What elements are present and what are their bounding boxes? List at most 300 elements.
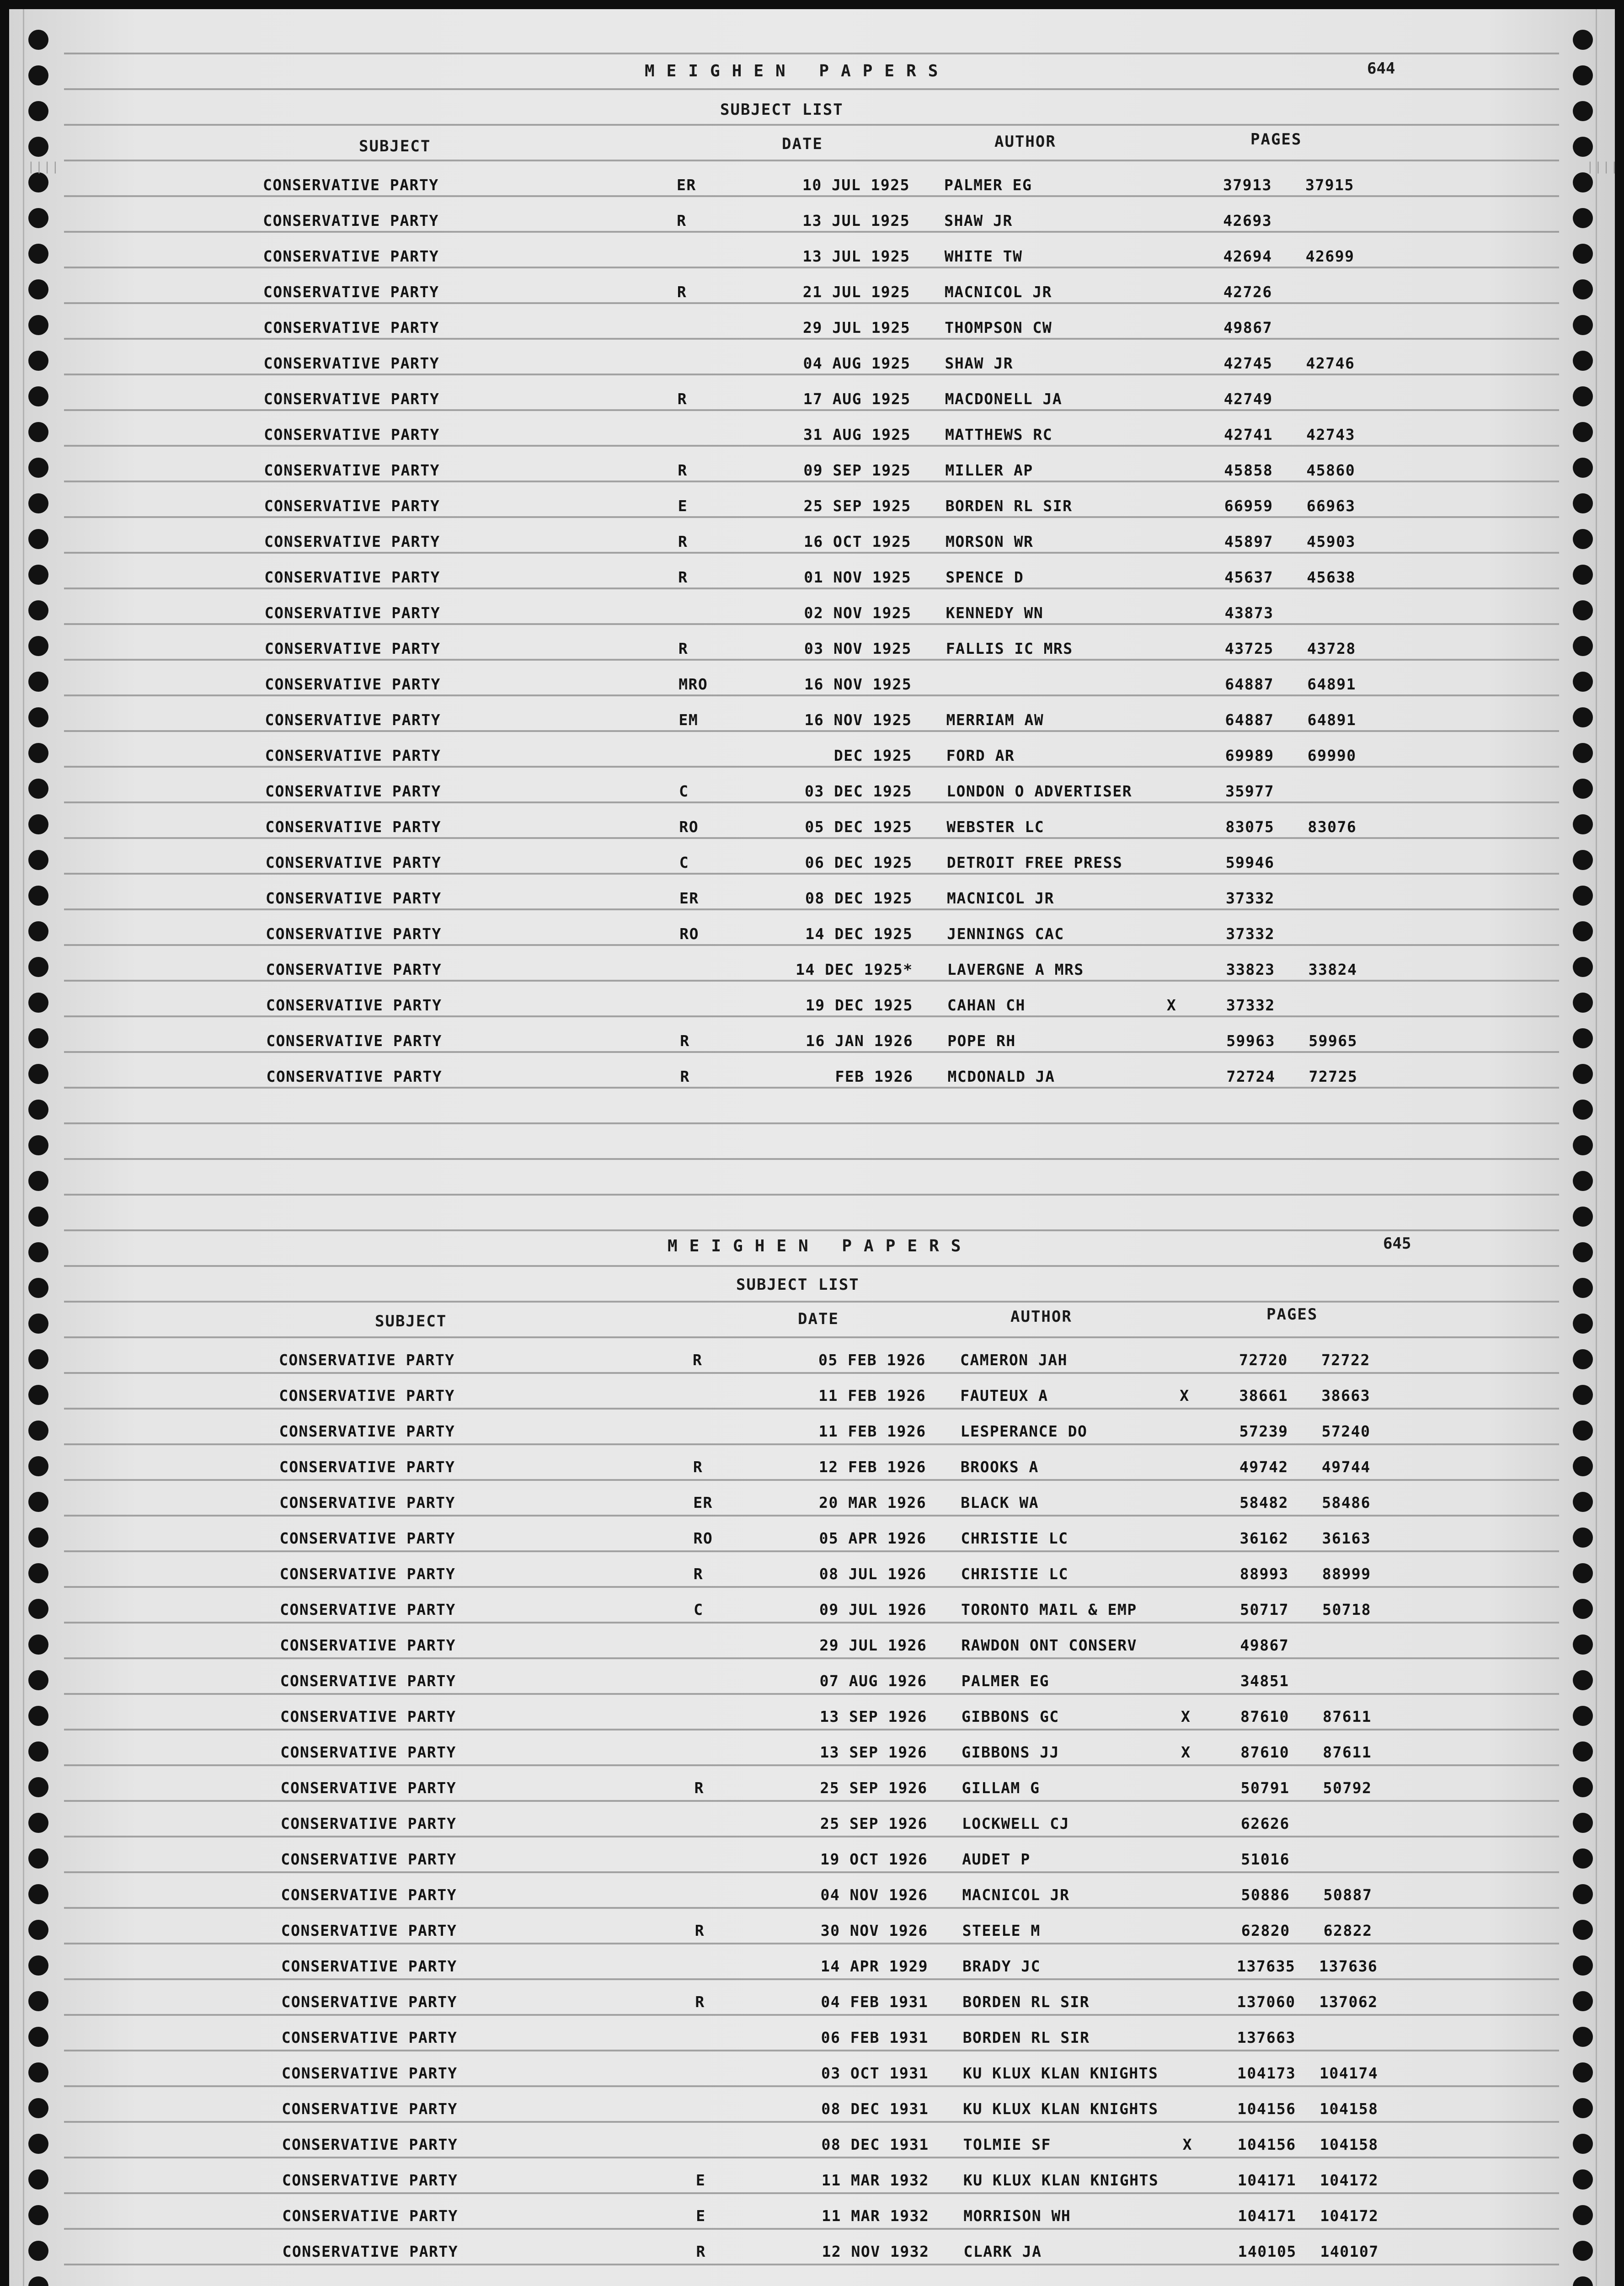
tractor-hole: [28, 65, 48, 85]
code-cell: R: [693, 1351, 703, 1369]
date-cell: 03 OCT 1931: [821, 2064, 929, 2082]
page-start-cell: 87610: [1240, 1743, 1290, 1761]
code-cell: R: [693, 1458, 703, 1476]
author-cell: WEBSTER LC: [946, 818, 1045, 836]
page-start-cell: 49867: [1223, 319, 1273, 336]
author-cell: AUDET P: [962, 1850, 1031, 1868]
author-cell: BLACK WA: [961, 1494, 1039, 1512]
date-cell: 31 AUG 1925: [803, 426, 911, 443]
table-row: [11, 497, 1616, 524]
author-cell: BRADY JC: [962, 1957, 1041, 1975]
date-cell: 29 JUL 1926: [819, 1636, 927, 1654]
page-start-cell: 83075: [1225, 818, 1275, 836]
code-cell: R: [694, 1779, 704, 1797]
subject-header: SUBJECT: [359, 137, 431, 155]
subject-cell: CONSERVATIVE PARTY: [266, 996, 442, 1014]
page-start-cell: 62820: [1241, 1922, 1290, 1939]
page-start-cell: 104173: [1237, 2064, 1296, 2082]
page-end-cell: 62822: [1323, 1922, 1373, 1939]
subject-cell: CONSERVATIVE PARTY: [265, 782, 441, 800]
subject-cell: CONSERVATIVE PARTY: [263, 212, 439, 230]
table-row: [10, 247, 1615, 275]
page-start-cell: 45858: [1224, 461, 1273, 479]
author-header: AUTHOR: [1010, 1308, 1072, 1326]
page-end-cell: 38663: [1321, 1387, 1371, 1405]
author-cell: TOLMIE SF: [963, 2136, 1051, 2153]
author-cell: MATTHEWS RC: [945, 426, 1053, 443]
page-start-cell: 51016: [1241, 1850, 1290, 1868]
date-cell: 25 SEP 1925: [803, 497, 911, 515]
page-start-cell: 42741: [1224, 426, 1273, 443]
author-cell: KENNEDY WN: [946, 604, 1044, 622]
page-end-cell: 49744: [1321, 1458, 1371, 1476]
tractor-hole: [28, 1314, 48, 1334]
date-cell: 11 MAR 1932: [822, 2207, 930, 2225]
code-cell: E: [696, 2207, 706, 2225]
page-end-cell: 104172: [1320, 2171, 1379, 2189]
author-cell: PALMER EG: [961, 1672, 1049, 1690]
page-start-cell: 69989: [1225, 747, 1274, 764]
table-row: [12, 996, 1618, 1024]
date-cell: 13 JUL 1925: [802, 247, 910, 265]
table-row: [12, 854, 1618, 881]
date-cell: 13 JUL 1925: [802, 212, 910, 230]
date-cell: 16 NOV 1925: [804, 711, 912, 729]
table-row: [11, 1779, 1617, 1806]
code-cell: R: [695, 1993, 705, 2011]
table-row: [10, 461, 1616, 489]
page-start-cell: 43725: [1224, 640, 1274, 657]
code-cell: R: [693, 1565, 704, 1583]
code-cell: E: [695, 2171, 706, 2189]
page-start-cell: 38661: [1239, 1387, 1288, 1405]
table-row: [10, 1529, 1616, 1557]
subject-cell: CONSERVATIVE PARTY: [279, 1458, 455, 1476]
page-start-cell: 137635: [1237, 1957, 1296, 1975]
subject-cell: CONSERVATIVE PARTY: [263, 390, 440, 408]
author-cell: LESPERANCE DO: [960, 1422, 1088, 1440]
table-row: [10, 1636, 1616, 1664]
page-end-cell: 59965: [1309, 1032, 1358, 1050]
page-start-cell: 72724: [1226, 1068, 1276, 1085]
author-cell: LONDON O ADVERTISER: [946, 782, 1133, 800]
tractor-hole: [28, 101, 48, 121]
page-start-cell: 33823: [1226, 961, 1275, 978]
date-cell: 04 NOV 1926: [820, 1886, 928, 1904]
author-cell: LOCKWELL CJ: [962, 1815, 1069, 1832]
subject-cell: CONSERVATIVE PARTY: [264, 426, 440, 443]
date-header: DATE: [782, 135, 823, 153]
author-cell: LAVERGNE A MRS: [947, 961, 1084, 978]
page-end-cell: 104158: [1320, 2136, 1378, 2153]
author-cell: THOMPSON CW: [945, 319, 1052, 336]
page-start-cell: 104171: [1238, 2207, 1297, 2225]
author-cell: SHAW JR: [945, 354, 1014, 372]
date-cell: 20 MAR 1926: [819, 1494, 927, 1512]
author-cell: BROOKS A: [960, 1458, 1039, 1476]
subject-cell: CONSERVATIVE PARTY: [279, 1387, 455, 1405]
author-cell: BORDEN RL SIR: [945, 497, 1073, 515]
author-cell: CHRISTIE LC: [961, 1529, 1068, 1547]
date-cell: 08 DEC 1925: [805, 889, 913, 907]
date-cell: DEC 1925: [833, 747, 912, 764]
subject-cell: CONSERVATIVE PARTY: [281, 1850, 457, 1868]
tractor-hole: [1573, 1242, 1593, 1262]
author-cell: POPE RH: [947, 1032, 1016, 1050]
page-end-cell: 42743: [1306, 426, 1355, 443]
page-start-cell: 64887: [1225, 675, 1274, 693]
page-end-cell: 50718: [1322, 1601, 1371, 1618]
page-start-cell: 36162: [1239, 1529, 1289, 1547]
page-start-cell: 137663: [1237, 2029, 1296, 2046]
page-title: MEIGHEN PAPERS: [668, 1237, 973, 1255]
subject-cell: CONSERVATIVE PARTY: [280, 1815, 457, 1832]
page-start-cell: 37332: [1226, 925, 1275, 943]
page-number: 644: [1367, 59, 1395, 78]
tractor-hole: [28, 137, 48, 157]
tractor-hole: [1573, 65, 1593, 85]
table-row: [12, 2064, 1618, 2092]
date-cell: 08 DEC 1931: [821, 2100, 929, 2118]
date-cell: 21 JUL 1925: [802, 283, 910, 301]
date-cell: 05 FEB 1926: [818, 1351, 926, 1369]
tractor-hole: [1573, 137, 1593, 157]
subject-cell: CONSERVATIVE PARTY: [264, 497, 440, 515]
page-start-cell: 42694: [1223, 247, 1272, 265]
subject-cell: CONSERVATIVE PARTY: [263, 283, 439, 301]
table-row: [10, 1601, 1616, 1628]
page-start-cell: 37332: [1226, 996, 1275, 1014]
subject-cell: CONSERVATIVE PARTY: [265, 818, 442, 836]
author-cell: MACNICOL JR: [947, 889, 1055, 907]
table-row: [11, 1850, 1617, 1878]
date-cell: 14 DEC 1925*: [796, 961, 913, 978]
table-row: [11, 818, 1617, 845]
x-mark-cell: X: [1180, 1387, 1190, 1405]
subject-cell: CONSERVATIVE PARTY: [282, 2064, 458, 2082]
date-cell: 06 FEB 1931: [821, 2029, 929, 2046]
author-cell: GILLAM G: [962, 1779, 1040, 1797]
subject-cell: CONSERVATIVE PARTY: [264, 533, 440, 550]
subject-cell: CONSERVATIVE PARTY: [281, 1957, 457, 1975]
author-header: AUTHOR: [994, 133, 1056, 151]
code-cell: ER: [679, 889, 699, 907]
table-row: [11, 1993, 1617, 2020]
page-title: MEIGHEN PAPERS: [645, 62, 950, 80]
table-row: [11, 747, 1617, 774]
table-row: [11, 568, 1616, 596]
page-end-cell: 87611: [1323, 1708, 1372, 1725]
subject-cell: CONSERVATIVE PARTY: [266, 889, 442, 907]
table-row: [10, 354, 1616, 382]
table-row: [11, 782, 1617, 810]
page-start-cell: 87610: [1240, 1708, 1289, 1725]
table-row: [11, 533, 1616, 560]
date-cell: 13 SEP 1926: [819, 1708, 927, 1725]
code-cell: R: [696, 2243, 706, 2260]
table-row: [12, 961, 1618, 988]
page-end-cell: 88999: [1322, 1565, 1371, 1583]
page-start-cell: 37913: [1223, 176, 1272, 194]
date-cell: FEB 1926: [835, 1068, 914, 1085]
code-cell: C: [694, 1601, 704, 1618]
subject-cell: CONSERVATIVE PARTY: [282, 2171, 458, 2189]
subject-cell: CONSERVATIVE PARTY: [281, 2029, 458, 2046]
page-start-cell: 59963: [1226, 1032, 1276, 1050]
page-end-cell: 72725: [1309, 1068, 1358, 1085]
date-cell: 12 FEB 1926: [818, 1458, 926, 1476]
date-cell: 08 JUL 1926: [819, 1565, 927, 1583]
table-row: [10, 283, 1615, 310]
author-cell: MILLER AP: [945, 461, 1033, 479]
table-row: [11, 1957, 1617, 1985]
subject-cell: CONSERVATIVE PARTY: [282, 2207, 458, 2225]
subject-cell: CONSERVATIVE PARTY: [265, 854, 442, 871]
subject-cell: CONSERVATIVE PARTY: [265, 747, 441, 764]
author-cell: SHAW JR: [944, 212, 1013, 230]
date-cell: 16 JAN 1926: [806, 1032, 914, 1050]
date-cell: 25 SEP 1926: [820, 1815, 928, 1832]
code-cell: R: [677, 390, 688, 408]
code-cell: RO: [679, 818, 699, 836]
subject-cell: CONSERVATIVE PARTY: [266, 961, 442, 978]
page-end-cell: 43728: [1307, 640, 1356, 657]
page-start-cell: 42726: [1223, 283, 1272, 301]
author-cell: GIBBONS GC: [962, 1708, 1059, 1725]
page-end-cell: 42746: [1306, 354, 1355, 372]
x-mark-cell: X: [1166, 996, 1177, 1014]
page-start-cell: 45897: [1224, 533, 1273, 550]
date-cell: 03 NOV 1925: [804, 640, 912, 657]
subject-cell: CONSERVATIVE PARTY: [263, 354, 440, 372]
author-cell: KU KLUX KLAN KNIGHTS: [963, 2064, 1159, 2082]
code-cell: RO: [693, 1529, 713, 1547]
author-cell: MORSON WR: [946, 533, 1034, 550]
subject-cell: CONSERVATIVE PARTY: [279, 1422, 455, 1440]
author-cell: RAWDON ONT CONSERV: [961, 1636, 1138, 1654]
date-cell: 04 AUG 1925: [803, 354, 911, 372]
author-cell: CLARK JA: [963, 2243, 1042, 2260]
page-end-cell: 57240: [1321, 1422, 1371, 1440]
author-cell: MACNICOL JR: [962, 1886, 1070, 1904]
tractor-hole: [1573, 1314, 1593, 1334]
page-end-cell: 45860: [1306, 461, 1356, 479]
subject-cell: CONSERVATIVE PARTY: [280, 1708, 456, 1725]
subject-cell: CONSERVATIVE PARTY: [264, 568, 440, 586]
code-cell: EM: [678, 711, 699, 729]
page-start-cell: 59946: [1225, 854, 1275, 871]
author-cell: PALMER EG: [944, 176, 1032, 194]
author-cell: FAUTEUX A: [960, 1387, 1048, 1405]
page-end-cell: 58486: [1322, 1494, 1371, 1512]
table-row: [9, 176, 1615, 203]
tractor-hole: [28, 1278, 48, 1298]
date-cell: 11 FEB 1926: [818, 1387, 926, 1405]
code-cell: C: [679, 782, 689, 800]
date-cell: 01 NOV 1925: [804, 568, 912, 586]
date-cell: 16 OCT 1925: [803, 533, 911, 550]
tractor-hole: [1573, 1207, 1593, 1227]
table-row: [10, 1422, 1615, 1450]
author-cell: CAHAN CH: [947, 996, 1026, 1014]
code-cell: R: [677, 212, 687, 230]
table-row: [11, 640, 1617, 667]
page-end-cell: 104174: [1320, 2064, 1378, 2082]
page-start-cell: 58482: [1239, 1494, 1289, 1512]
page-end-cell: 64891: [1307, 711, 1357, 729]
tractor-hole: [1573, 101, 1593, 121]
date-cell: 13 SEP 1926: [820, 1743, 928, 1761]
tractor-hole: [28, 1242, 48, 1262]
author-cell: MACNICOL JR: [944, 283, 1052, 301]
table-row: [10, 390, 1616, 417]
page-end-cell: 69990: [1307, 747, 1357, 764]
page-end-cell: 140107: [1320, 2243, 1379, 2260]
table-row: [11, 1886, 1617, 1913]
page-end-cell: 36163: [1322, 1529, 1371, 1547]
page-start-cell: 64887: [1225, 711, 1274, 729]
page-start-cell: 50791: [1240, 1779, 1290, 1797]
page-start-cell: 42745: [1223, 354, 1273, 372]
page-start-cell: 50886: [1241, 1886, 1290, 1904]
table-row: [9, 1351, 1615, 1378]
page-start-cell: 42693: [1223, 212, 1272, 230]
author-cell: CAMERON JAH: [960, 1351, 1068, 1369]
date-cell: 17 AUG 1925: [803, 390, 911, 408]
author-cell: JENNINGS CAC: [947, 925, 1064, 943]
subject-cell: CONSERVATIVE PARTY: [282, 2243, 459, 2260]
subject-cell: CONSERVATIVE PARTY: [280, 1743, 456, 1761]
table-row: [10, 1494, 1615, 1521]
date-cell: 10 JUL 1925: [802, 176, 910, 194]
code-cell: R: [694, 1922, 705, 1939]
date-cell: 08 DEC 1931: [821, 2136, 929, 2153]
table-row: [11, 1672, 1616, 1699]
author-cell: KU KLUX KLAN KNIGHTS: [963, 2171, 1159, 2189]
date-cell: 05 APR 1926: [819, 1529, 927, 1547]
date-cell: 30 NOV 1926: [820, 1922, 928, 1939]
page-end-cell: 37915: [1305, 176, 1354, 194]
page-start-cell: 34851: [1240, 1672, 1289, 1690]
date-cell: 07 AUG 1926: [819, 1672, 927, 1690]
tractor-hole: [1573, 30, 1593, 50]
code-cell: MRO: [678, 675, 708, 693]
table-row: [12, 2100, 1618, 2127]
table-row: [9, 1387, 1615, 1414]
date-header: DATE: [798, 1310, 839, 1328]
date-cell: 03 DEC 1925: [805, 782, 913, 800]
code-cell: R: [678, 640, 689, 657]
author-cell: DETROIT FREE PRESS: [946, 854, 1123, 871]
table-row: [10, 1458, 1615, 1485]
table-row: [13, 2243, 1619, 2270]
page-end-cell: 87611: [1323, 1743, 1372, 1761]
author-cell: MACDONELL JA: [945, 390, 1063, 408]
subject-cell: CONSERVATIVE PARTY: [266, 1068, 443, 1085]
subject-cell: CONSERVATIVE PARTY: [264, 461, 440, 479]
author-cell: CHRISTIE LC: [961, 1565, 1068, 1583]
table-row: [10, 1565, 1616, 1592]
page-start-cell: 104156: [1237, 2136, 1296, 2153]
margin-tick: ||||: [27, 160, 60, 174]
date-cell: 11 MAR 1932: [821, 2171, 929, 2189]
page-end-cell: 33824: [1308, 961, 1357, 978]
code-cell: ER: [693, 1494, 713, 1512]
page-end-cell: 50887: [1323, 1886, 1373, 1904]
author-cell: STEELE M: [962, 1922, 1041, 1939]
table-row: [10, 319, 1615, 346]
date-cell: 05 DEC 1925: [805, 818, 913, 836]
table-row: [9, 212, 1615, 239]
code-cell: R: [680, 1032, 690, 1050]
table-row: [13, 1068, 1619, 1095]
subject-cell: CONSERVATIVE PARTY: [279, 1351, 455, 1369]
author-cell: KU KLUX KLAN KNIGHTS: [963, 2100, 1159, 2118]
date-cell: 02 NOV 1925: [804, 604, 912, 622]
code-cell: R: [678, 568, 688, 586]
date-cell: 14 DEC 1925: [805, 925, 913, 943]
subject-cell: CONSERVATIVE PARTY: [264, 604, 441, 622]
author-cell: FALLIS IC MRS: [946, 640, 1073, 657]
subject-cell: CONSERVATIVE PARTY: [280, 1636, 456, 1654]
pages-header: PAGES: [1250, 130, 1302, 149]
page-start-cell: 37332: [1226, 889, 1275, 907]
table-row: [12, 2029, 1618, 2056]
author-cell: MORRISON WH: [963, 2207, 1071, 2225]
author-cell: GIBBONS JJ: [962, 1743, 1059, 1761]
author-cell: SPENCE D: [946, 568, 1024, 586]
page-start-cell: 49867: [1240, 1636, 1289, 1654]
code-cell: E: [678, 497, 688, 515]
subject-cell: CONSERVATIVE PARTY: [265, 711, 441, 729]
subject-header: SUBJECT: [375, 1312, 447, 1330]
page-start-cell: 62626: [1240, 1815, 1290, 1832]
table-row: [12, 1032, 1618, 1059]
table-row: [11, 675, 1617, 703]
subject-cell: CONSERVATIVE PARTY: [281, 1993, 458, 2011]
table-row: [11, 711, 1617, 738]
page-end-cell: 45903: [1307, 533, 1356, 550]
page-start-cell: 140105: [1238, 2243, 1297, 2260]
x-mark-cell: X: [1181, 1708, 1191, 1725]
tractor-hole: [28, 1207, 48, 1227]
tractor-hole: [1573, 1278, 1593, 1298]
page-end-cell: 66963: [1306, 497, 1356, 515]
date-cell: 04 FEB 1931: [821, 1993, 929, 2011]
subject-cell: CONSERVATIVE PARTY: [263, 176, 439, 194]
author-cell: MCDONALD JA: [947, 1068, 1055, 1085]
tractor-hole: [1573, 1171, 1593, 1191]
page-end-cell: 42699: [1305, 247, 1355, 265]
date-cell: 29 JUL 1925: [803, 319, 911, 336]
code-cell: RO: [679, 925, 700, 943]
date-cell: 11 FEB 1926: [818, 1422, 926, 1440]
table-row: [11, 1815, 1617, 1842]
subject-cell: CONSERVATIVE PARTY: [280, 1601, 456, 1618]
date-cell: 06 DEC 1925: [805, 854, 913, 871]
page-subtitle: SUBJECT LIST: [720, 101, 844, 119]
tractor-hole: [28, 2276, 48, 2286]
subject-cell: CONSERVATIVE PARTY: [281, 1886, 457, 1904]
page-start-cell: 35977: [1225, 782, 1274, 800]
subject-cell: CONSERVATIVE PARTY: [280, 1779, 457, 1797]
page-start-cell: 43873: [1224, 604, 1274, 622]
tractor-hole: [28, 1135, 48, 1155]
page-subtitle: SUBJECT LIST: [736, 1276, 860, 1294]
page-start-cell: 45637: [1224, 568, 1274, 586]
subject-cell: CONSERVATIVE PARTY: [279, 1494, 455, 1512]
subject-cell: CONSERVATIVE PARTY: [282, 2100, 458, 2118]
